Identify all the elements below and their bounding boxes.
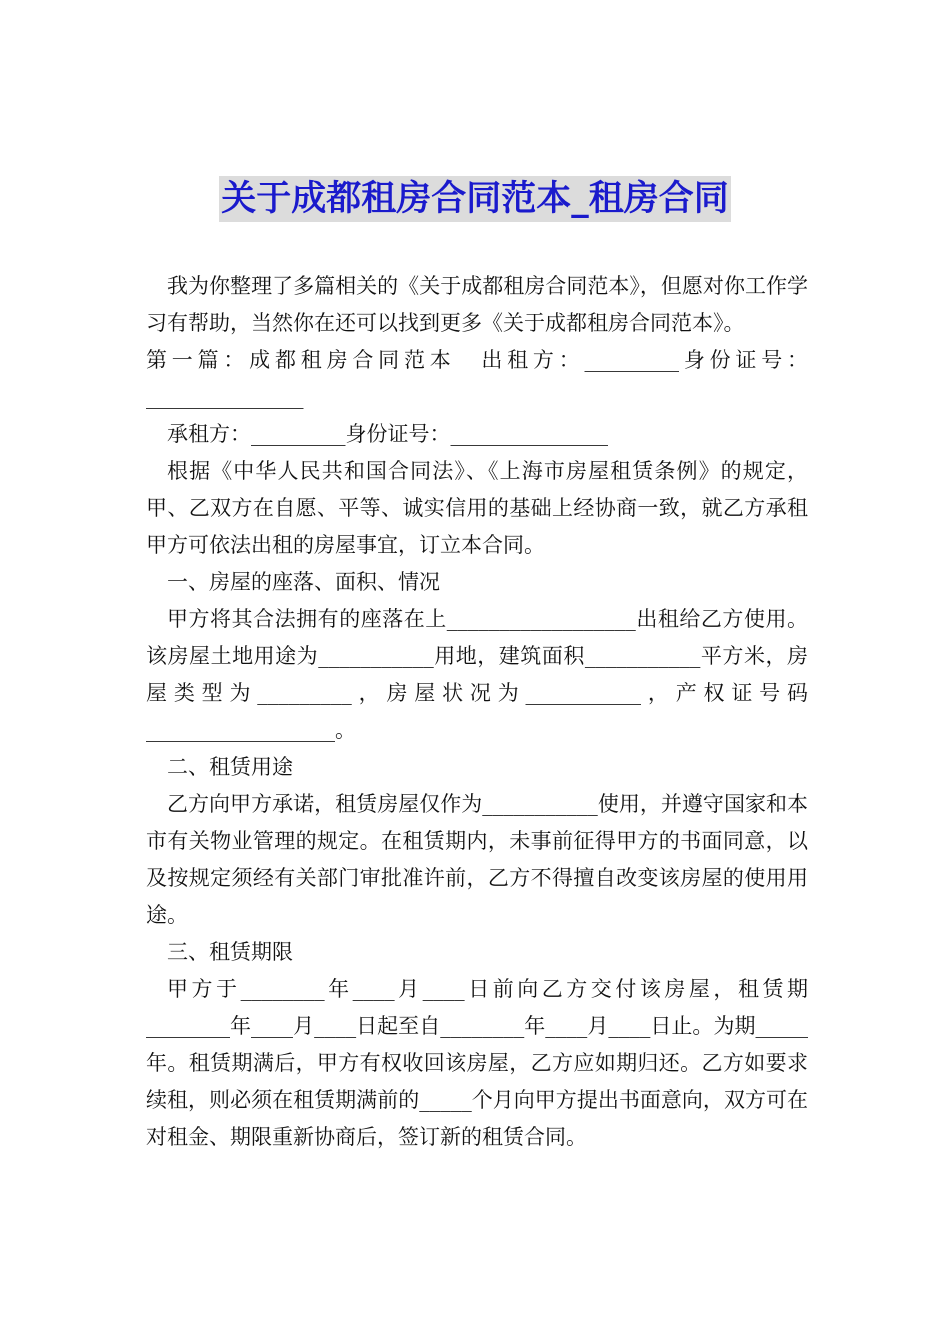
document-body	[146, 268, 808, 1156]
section-heading-term: 三、租赁期限	[167, 940, 293, 964]
legal-basis-paragraph: 根据《中华人民共和国合同法》、《上海市房屋租赁条例》的规定，甲、乙双方在自愿、平等、诚实信用的基础上经协商一致，就乙方承租甲方可依法出租的房屋事宜，订立本合同。	[146, 459, 808, 557]
usage-paragraph: 乙方向甲方承诺，租赁房屋仅作为___________使用，并遵守国家和本市有关物业管理的规定。在租赁期内，未事前征得甲方的书面同意，以及按规定须经有关部门审批准许前，乙方不得擅自改变该房屋的使用用途。	[146, 792, 808, 927]
part-one-lessor-line: 第一篇：成都租房合同范本 出租方：_________身份证号：_______________	[146, 348, 808, 409]
term-paragraph: 甲方于________年____月____日前向乙方交付该房屋，租赁期________年____月____日起至自________年____月____日止。为期_____年。租赁期满后，甲方有权收回该房屋，乙方应如期归还。乙方如要求续租，则必须在租赁期满前的_____个月向甲方提出书面意向，双方可在对租金、期限重新协商后，签订新的租赁合同。	[146, 977, 808, 1149]
section-heading-usage: 二、租赁用途	[167, 755, 293, 779]
property-paragraph: 甲方将其合法拥有的座落在上__________________出租给乙方使用。该房屋土地用途为___________用地，建筑面积___________平方米，房屋类型为_________，房屋状况为___________，产权证号码__________________。	[146, 607, 808, 742]
document-title: 关于成都租房合同范本_租房合同	[219, 176, 731, 222]
lessee-line: 承租方：_________身份证号：_______________	[167, 422, 608, 446]
section-heading-property: 一、房屋的座落、面积、情况	[167, 570, 440, 594]
intro-paragraph: 我为你整理了多篇相关的《关于成都租房合同范本》，但愿对你工作学习有帮助，当然你在还可以找到更多《关于成都租房合同范本》。	[146, 274, 808, 335]
title-container	[0, 176, 950, 222]
